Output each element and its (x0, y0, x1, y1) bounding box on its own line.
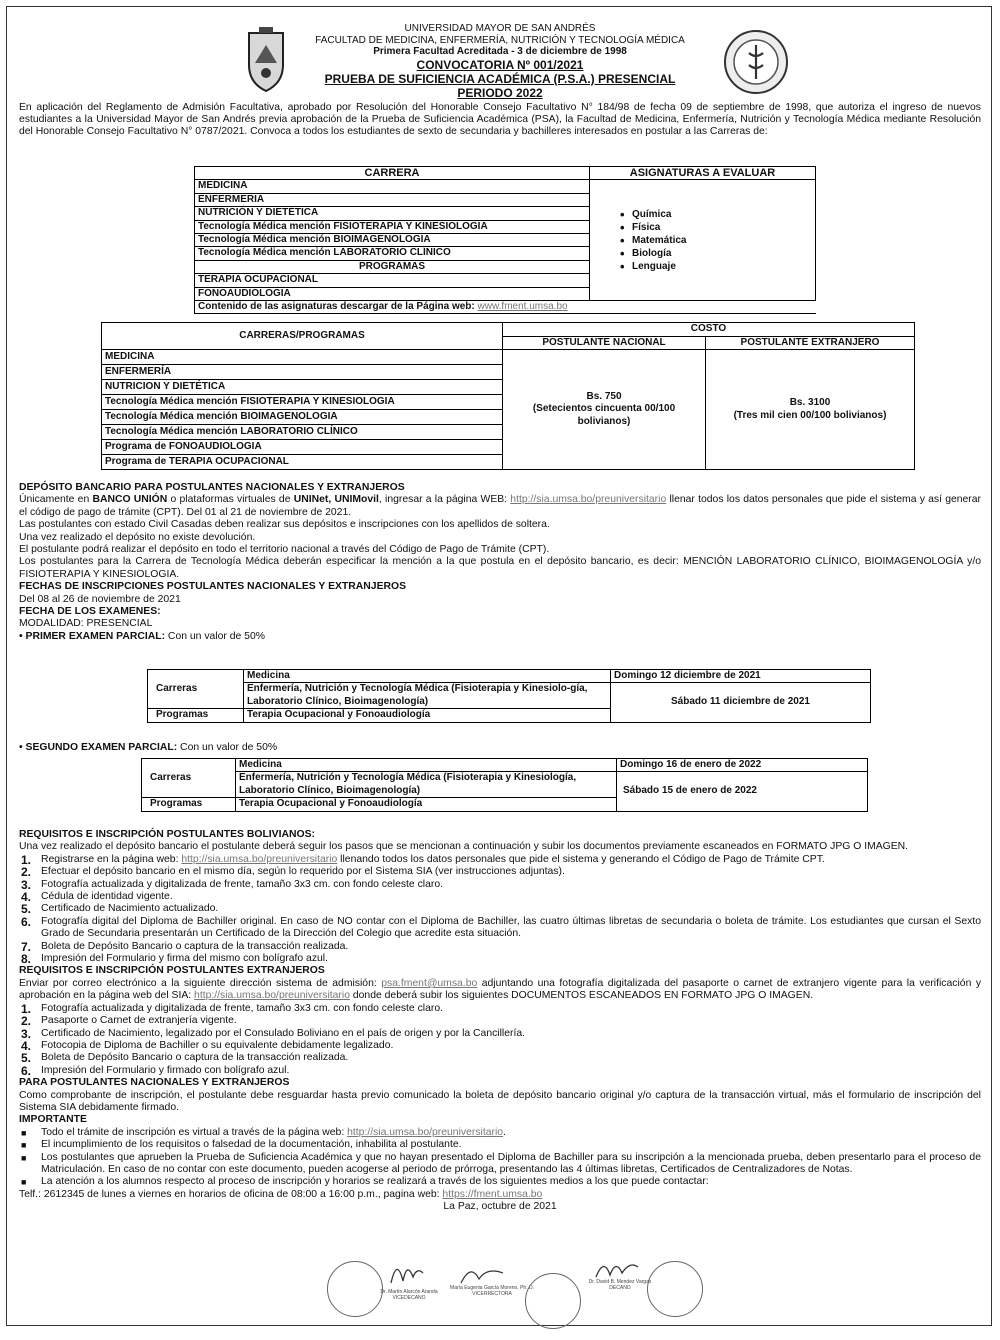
foreign-price-words: (Tres mil cien 00/100 bolivianos) (733, 409, 887, 421)
sia-link[interactable]: http://sia.umsa.bo/preuniversitario (194, 990, 350, 1002)
carreras-label: Carreras (142, 759, 236, 798)
fment-link[interactable]: www.fment.umsa.bo (477, 301, 568, 313)
text: , ingresar a la página WEB: (378, 494, 511, 506)
col-career: CARRERA (195, 167, 590, 180)
text: DECANO (609, 1285, 631, 1291)
text: Impresión del Formulario y firmado con bolígrafo azul. (41, 1064, 290, 1076)
signatures-area (307, 1255, 707, 1319)
text: Boleta de Depósito Bancario o captura de la transacción realizada. (41, 1052, 349, 1064)
text: Dr. Martín Alarcón Aranda (380, 1289, 438, 1295)
text: Enviar por correo electrónico a la siguiente dirección sistema de admisión: (19, 977, 382, 989)
subject-item: • Física (632, 221, 812, 234)
text: Fotografía actualizada y digitalizada de frente, tamaño 3x3 cm. con fondo celeste claro. (41, 1002, 444, 1014)
career-row: NUTRICIÓN Y DIETÉTICA (195, 207, 590, 220)
col-foreign: POSTULANTE EXTRANJERO (706, 336, 915, 350)
col-national: POSTULANTE NACIONAL (503, 336, 706, 350)
call-number: CONVOCATORIA Nº 001/2021 (416, 57, 584, 72)
subject-item: • Química (632, 208, 812, 221)
foreign-intro (19, 978, 981, 1003)
bolivian-intro: Una vez realizado el depósito bancario el postulante deberá seguir los pasos que se mencionan a continuación y subir los documentos previamente escaneados en FORMATO JPG O IMAGEN. (19, 841, 909, 853)
admission-email-link[interactable]: psa.fment@umsa.bo (381, 977, 478, 989)
list-item: 3. Certificado de Nacimiento, legalizado por el Consulado Boliviano en el país de origen y por la Cancillería. (21, 1026, 526, 1041)
second-exam-label (19, 742, 981, 754)
career-row: ENFERMERIA (195, 193, 590, 206)
programs-list: Terapia Ocupacional y Fonoaudiología (236, 798, 617, 811)
text: María Eugenia García Moreno, Ph. D. (450, 1285, 534, 1291)
career-row: MEDICINA (195, 180, 590, 193)
national-price: Bs. 750 (586, 390, 622, 402)
cost-row: Programa de TERAPIA OCUPACIONAL (102, 455, 503, 470)
both-text: Como comprobante de inscripción, el postulante debe resguardar hasta previo comunicado la boleta de depósito bancario original y/o captura de la transacción virtual, más el formulario de inscripción del Sistema SIA debidamente firmado. (19, 1089, 981, 1113)
faculty-seal-logo (723, 29, 789, 95)
cost-row: NUTRICION Y DIETÉTICA (102, 380, 503, 395)
first-exam-label (19, 631, 981, 643)
fment-web-link[interactable]: https://fment.umsa.bo (442, 1188, 543, 1200)
important-list (19, 1127, 981, 1189)
cost-row: Tecnología Médica mención LABORATORIO CLÍNICO (102, 425, 503, 440)
deposit-note: Los postulantes para la Carrera de Tecnología Médica deberán especificar la mención a la que postula en el depósito bancario, es decir: MENCIÓN LABORATORIO CLÍNICO, BIOIMAGENOLOGÍA y/o FISIOTERAPIA Y KINESIOLOGIA. (19, 556, 981, 580)
download-note-text: Contenido de las asignaturas descargar de la Página web: (198, 301, 478, 313)
signature-name-3 (585, 1279, 655, 1291)
text: Cédula de identidad vigente. (41, 891, 173, 903)
list-item: 5. Boleta de Depósito Bancario o captura de la transacción realizada. (21, 1051, 349, 1066)
medicine-date: Domingo 12 diciembre de 2021 (611, 670, 871, 683)
registration-dates: Del 08 al 26 de noviembre de 2021 (19, 593, 181, 605)
list-item: 4. Cédula de identidad vigente. (21, 890, 173, 905)
medicine-label: Medicina (236, 759, 617, 772)
text: • SEGUNDO EXAMEN PARCIAL: (19, 742, 178, 753)
text: adjuntando una fotografía digitalizada del pasaporte o carnet de extranjero vigente para la verificación y aprobación en la página web del SIA: (19, 977, 982, 1002)
career-row: Tecnología Médica mención BIOIMAGENOLOGIA (195, 234, 590, 247)
deposit-paragraph (19, 494, 981, 519)
other-careers: Enfermería, Nutrición y Tecnología Médica (Fisioterapia y Kinesiología, Laboratorio Clínico, Bioimagenología) (236, 772, 617, 798)
list-item (19, 1127, 981, 1139)
text: Boleta de Depósito Bancario o captura de la transacción realizada. (41, 940, 349, 952)
text: Pasaporte o Carnet de extranjería vigente. (41, 1015, 237, 1027)
text: Dr. David B. Mendez Vargas (588, 1279, 652, 1285)
sia-link[interactable]: http://sia.umsa.bo/preuniversitario (347, 1126, 504, 1138)
text: Únicamente en (19, 494, 93, 506)
exam-title: PRUEBA DE SUFICIENCIA ACADÉMICA (P.S.A.) PRESENCIAL (324, 71, 676, 86)
other-careers: Enfermería, Nutrición y Tecnología Médica (Fisioterapia y Kinesiolo-gía, Laboratorio Clínico, Bioimagenología) (244, 683, 611, 709)
text: llenando todos los datos personales que pide el sistema y generando el Código de Pago de Trámite CPT. (337, 853, 825, 865)
list-item: 6. Fotografía digital del Diploma de Bachiller original. En caso de NO contar con el Diploma de Bachiller, las cuatro últimas libretas de secundaria o boleta de trámite. Los estudiantes que cursan el Sexto Grado de Secundaria presentarán un Certificado de la Dirección del Colegio que acredite esta situación. (21, 914, 981, 940)
text: donde deberá subir los siguientes DOCUMENTOS ESCANEADOS EN FORMATO JPG O IMAGEN. (349, 990, 814, 1002)
list-item: 3. Fotografía actualizada y digitalizada de frente, tamaño 3x3 cm. con fondo celeste claro. (21, 877, 444, 892)
carreras-label: Carreras (148, 670, 244, 709)
saturday-date: Sábado 15 de enero de 2022 (617, 772, 868, 811)
bolivian-title: REQUISITOS E INSCRIPCIÓN POSTULANTES BOLIVIANOS: (19, 829, 315, 840)
list-item: 2. Efectuar el depósito bancario en el mismo día, según lo requerido por el Sistema SIA (ver instrucciones adjuntas). (21, 865, 565, 880)
text: VICERRECTORA (472, 1291, 512, 1297)
deposit-note: El postulante podrá realizar el depósito en todo el territorio nacional a través del Código de Pago de Trámite (CPT). (19, 544, 550, 556)
text: llenar todos los datos personales que pide el sistema y así generar el código de pago de trámite (CPT). Del 01 al 21 de noviembre de 2021. (19, 494, 982, 518)
subject-item: • Matemática (632, 234, 812, 247)
text: Impresión del Formulario y firma del mismo con bolígrafo azul. (41, 953, 329, 965)
saturday-date: Sábado 11 diciembre de 2021 (611, 683, 871, 722)
bolivian-requirements (19, 829, 981, 1214)
university-shield-logo (241, 25, 291, 95)
cost-row: Tecnología Médica mención FISIOTERAPIA Y KINESIOLOGIA (102, 395, 503, 410)
list-item: 1. Fotografía actualizada y digitalizada de frente, tamaño 3x3 cm. con fondo celeste claro. (21, 1001, 444, 1016)
col-careers-programs: CARRERAS/PROGRAMAS (102, 323, 503, 350)
medicine-date: Domingo 16 de enero de 2022 (617, 759, 868, 772)
vicedecano-signature (387, 1255, 427, 1289)
programs-list: Terapia Ocupacional y Fonoaudiología (244, 709, 611, 722)
text: Fotografía actualizada y digitalizada de frente, tamaño 3x3 cm. con fondo celeste claro. (41, 878, 444, 890)
national-price-cell (503, 350, 706, 470)
list-item: 7. Boleta de Depósito Bancario o captura de la transacción realizada. (21, 939, 349, 954)
foreign-price: Bs. 3100 (789, 397, 831, 409)
text: Efectuar el depósito bancario en el mismo día, según lo requerido por el Sistema SIA (ver instrucciones adjuntas). (41, 866, 565, 878)
text: VICEDECANO (392, 1295, 426, 1301)
cost-table (101, 322, 915, 470)
career-row: Tecnología Médica mención LABORATORIO CLÍNICO (195, 247, 590, 260)
cost-row: ENFERMERÍA (102, 365, 503, 380)
text: Con un valor de 50% (165, 630, 265, 642)
list-item: 6. Impresión del Formulario y firmado con bolígrafo azul. (21, 1063, 290, 1078)
list-item: 2. Pasaporte o Carnet de extranjería vigente. (21, 1014, 237, 1029)
text: Registrarse en la página web: (41, 853, 182, 865)
list-item: 4. Fotocopia de Diploma de Bachiller o su equivalente debidamente legalizado. (21, 1038, 394, 1053)
cost-row: Programa de FONOAUDIOLOGIA (102, 440, 503, 455)
text: . (503, 1126, 506, 1138)
programas-label: Programas (148, 709, 244, 722)
signature-name-2 (447, 1285, 537, 1297)
program-row: TERAPIA OCUPACIONAL (195, 274, 590, 287)
contact-line (19, 1189, 981, 1201)
col-subjects: ASIGNATURAS A EVALUAR (590, 167, 816, 180)
deposit-note: Las postulantes con estado Civil Casadas deben realizar sus depósitos e inscripciones con los apellidos de soltera. (19, 519, 550, 531)
registration-dates-title: FECHAS DE INSCRIPCIONES POSTULANTES NACIONALES Y EXTRANJEROS (19, 581, 407, 593)
exam-dates-title: FECHA DE LOS EXAMENES: (19, 606, 161, 618)
text: Telf.: 2612345 de lunes a viernes en horarios de oficina de 08:00 a 16:00 p.m., pagina web: (19, 1188, 443, 1200)
sia-link[interactable]: http://sia.umsa.bo/preuniversitario (510, 494, 667, 506)
platform-names: UNINet, UNIMovil (293, 494, 379, 506)
document-header (19, 23, 981, 100)
text: o plataformas virtuales de (167, 494, 294, 506)
list-item: 1. Registrarse en la página web: http://sia.umsa.bo/preuniversitario llenando todos los datos personales que pide el sistema y generando el Código de Pago de Trámite CPT. (21, 852, 825, 867)
programas-label: Programas (142, 798, 236, 811)
accreditation: Primera Facultad Acreditada - 3 de diciembre de 1998 (373, 46, 627, 57)
bolivian-list (19, 854, 981, 966)
text: Con un valor de 50% (177, 742, 278, 753)
deposit-title: DEPÓSITO BANCARIO PARA POSTULANTES NACIONALES Y EXTRANJEROS (19, 482, 405, 493)
col-cost: COSTO (503, 323, 915, 337)
subject-item: • Lenguaje (632, 260, 812, 273)
place-date: La Paz, octubre de 2021 (443, 1201, 557, 1213)
list-item: 5. Certificado de Nacimiento actualizado. (21, 902, 219, 917)
text: Certificado de Nacimiento actualizado. (41, 903, 219, 915)
text: Certificado de Nacimiento, legalizado por el Consulado Boliviano en el país de origen y por la Cancillería. (41, 1027, 526, 1039)
period: PERIODO 2022 (457, 85, 543, 100)
subjects-cell (590, 180, 816, 301)
national-price-words: (Setecientos cincuenta 00/100 bolivianos) (532, 403, 676, 427)
university-name: UNIVERSIDAD MAYOR DE SAN ANDRÉS (404, 23, 596, 34)
download-note (195, 301, 816, 314)
text: Todo el trámite de inscripción es virtual a través de la página web: (41, 1126, 348, 1138)
first-exam-table (147, 669, 871, 723)
exam-modality: MODALIDAD: PRESENCIAL (19, 618, 153, 630)
second-exam-table (141, 758, 868, 812)
intro-paragraph: En aplicación del Reglamento de Admisión Facultativa, aprobado por Resolución del Honorable Consejo Facultativo N° 184/98 de fecha 09 de septiembre de 1998, que autoriza el ingreso de nuevos estudiantes a la Universidad Mayor de San Andrés previa aprobación de la Prueba de Suficiencia Académica (PSA), la Facultad de Medicina, Enfermería, Nutrición y Tecnología Médica mediante Resolución del Honorable Consejo Facultativo N° 0787/2021. Convoca a todos los estudiantes de sexto de secundaria y bachilleres interesados en postular a las Carreras de: (19, 101, 981, 138)
text: • PRIMER EXAMEN PARCIAL: (19, 630, 166, 642)
sia-link[interactable]: http://sia.umsa.bo/preuniversitario (181, 853, 338, 865)
signature-name-1 (369, 1289, 449, 1301)
text: Fotografía digital del Diploma de Bachiller original. En caso de NO contar con el Diploma de Bachiller, las cuatro últimas libretas de secundaria o boleta de trámite. Los estudiantes que cursan el Sexto Grado de Secundaria presentarán un Certificado de la Dirección del Colegio que acredite esta situación. (41, 915, 981, 940)
cost-row: MEDICINA (102, 350, 503, 365)
faculty-name: FACULTAD DE MEDICINA, ENFERMERÍA, NUTRICIÓN Y TECNOLOGÍA MÉDICA (315, 34, 685, 46)
list-item: ■ El incumplimiento de los requisitos o falsedad de la documentación, inhabilita al postulante. (19, 1139, 981, 1151)
foreign-list (19, 1003, 981, 1077)
programs-header: PROGRAMAS (195, 260, 590, 273)
deposit-note: Una vez realizado el depósito no existe devolución. (19, 531, 256, 543)
foreign-price-cell (706, 350, 915, 470)
both-title: PARA POSTULANTES NACIONALES Y EXTRANJEROS (19, 1077, 290, 1089)
deposit-section (19, 482, 981, 643)
document-page (6, 6, 992, 1326)
cost-row: Tecnología Médica mención BIOIMAGENOLOGIA (102, 410, 503, 425)
foreign-title: REQUISITOS E INSCRIPCIÓN POSTULANTES EXTRANJEROS (19, 965, 325, 977)
vicerrectorado-seal (525, 1273, 581, 1329)
list-item: ■ La atención a los alumnos respecto al proceso de inscripción y horarios se realizará a través de los siguientes medios a los que puede contactar: (19, 1176, 981, 1188)
decano-seal (647, 1261, 703, 1317)
program-row: FONOAUDIOLOGIA (195, 287, 590, 300)
subject-item: • Biología (632, 247, 812, 260)
list-item: ■ Los postulantes que aprueben la Prueba de Suficiencia Académica y que no hayan presentado el Diploma de Bachiller para su inscripción a la mencionada prueba, deben presentarlo para el proceso de Matriculación. En caso de no contar con este documento, pueden acogerse al periodo de prórroga, presentando las 4 últimas libretas, Certificados de Centralizadores de Notas. (19, 1152, 981, 1177)
list-item: 8. Impresión del Formulario y firma del mismo con bolígrafo azul. (21, 952, 329, 967)
bank-name: BANCO UNIÓN (92, 494, 168, 506)
important-title: IMPORTANTE (19, 1114, 87, 1126)
career-row: Tecnología Médica mención FISIOTERAPIA Y KINESIOLOGIA (195, 220, 590, 233)
text: Fotocopia de Diploma de Bachiller o su equivalente debidamente legalizado. (41, 1039, 394, 1051)
medicine-label: Medicina (244, 670, 611, 683)
document-content (19, 23, 982, 1213)
careers-subjects-table (194, 166, 816, 314)
